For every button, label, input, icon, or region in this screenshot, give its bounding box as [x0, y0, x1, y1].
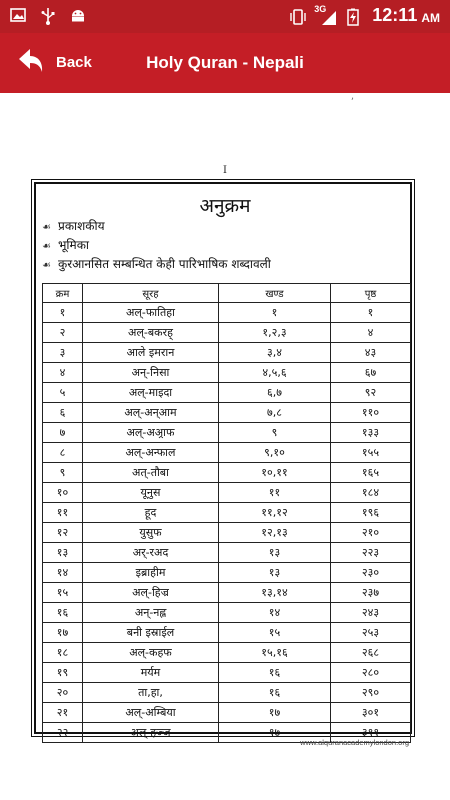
table-cell: ६,७	[219, 383, 331, 403]
table-cell: १३,१४	[219, 583, 331, 603]
table-cell: ३११	[331, 723, 411, 743]
table-cell: २१०	[331, 523, 411, 543]
table-cell: बनी इस्राईल	[83, 623, 219, 643]
table-cell: २१	[43, 703, 83, 723]
scanned-page	[0, 93, 450, 800]
table-cell: अर्-रअद	[83, 543, 219, 563]
table-cell: ११०	[331, 403, 411, 423]
table-row	[43, 383, 411, 403]
table-cell: अन्-नह्ल	[83, 603, 219, 623]
table-cell: १७	[219, 703, 331, 723]
table-row	[43, 323, 411, 343]
bullet-icon: ☙	[42, 222, 51, 233]
table-cell: युसुफ	[83, 523, 219, 543]
table-cell: ९,१०	[219, 443, 331, 463]
table-cell: २२	[43, 723, 83, 743]
table-cell: १९	[43, 663, 83, 683]
table-row	[43, 623, 411, 643]
table-cell: १९६	[331, 503, 411, 523]
table-cell: ४	[331, 323, 411, 343]
page-title: Holy Quran - Nepali	[146, 53, 304, 72]
intro-item: ☙ कुरआनसित सम्बन्धित केही पारिभाषिक शब्दावली	[42, 257, 271, 271]
table-cell: १४	[219, 603, 331, 623]
scan-mark: ,	[350, 91, 354, 102]
table-cell: १,२,३	[219, 323, 331, 343]
table-row	[43, 703, 411, 723]
table-row	[43, 683, 411, 703]
image-icon	[10, 7, 26, 23]
table-row	[43, 483, 411, 503]
bullet-icon: ☙	[42, 260, 51, 271]
table-cell: १८	[43, 643, 83, 663]
table-cell: ३,४	[219, 343, 331, 363]
table-cell: अल्-फातिहा	[83, 303, 219, 323]
table-cell: १३३	[331, 423, 411, 443]
table-cell: २९०	[331, 683, 411, 703]
table-cell: ६७	[331, 363, 411, 383]
table-cell: ४,५,६	[219, 363, 331, 383]
footer-url: www.alquranacademylondon.org	[300, 738, 409, 747]
table-cell: १६	[43, 603, 83, 623]
table-cell: १८४	[331, 483, 411, 503]
intro-item: ☙ भूमिका	[42, 238, 90, 252]
table-cell: इब्राहीम	[83, 563, 219, 583]
table-cell: १६	[219, 683, 331, 703]
table-cell: अल्-माइदा	[83, 383, 219, 403]
table-cell: १३	[219, 563, 331, 583]
table-cell: हूद	[83, 503, 219, 523]
usb-icon	[40, 7, 56, 23]
table-row	[43, 663, 411, 683]
table-cell: ४	[43, 363, 83, 383]
signal-icon	[314, 3, 338, 26]
column-header: खण्ड	[219, 284, 331, 303]
table-row	[43, 583, 411, 603]
table-cell: अन्-निसा	[83, 363, 219, 383]
table-row	[43, 503, 411, 523]
table-cell: अल्-अअ्राफ	[83, 423, 219, 443]
table-cell: १७	[43, 623, 83, 643]
bullet-icon: ☙	[42, 241, 51, 252]
table-cell: अल्-अन्फाल	[83, 443, 219, 463]
table-cell: ३०१	[331, 703, 411, 723]
table-cell: ९	[219, 423, 331, 443]
table-row	[43, 543, 411, 563]
table-cell: १५,१६	[219, 643, 331, 663]
table-row	[43, 463, 411, 483]
table-cell: १	[219, 303, 331, 323]
table-cell: ७	[43, 423, 83, 443]
back-label: Back	[56, 53, 92, 71]
table-cell: १	[331, 303, 411, 323]
table-cell: २६८	[331, 643, 411, 663]
table-cell: २८०	[331, 663, 411, 683]
table-cell: अल्-हज्ज	[83, 723, 219, 743]
table-cell: १०,११	[219, 463, 331, 483]
table-cell: ९	[43, 463, 83, 483]
toc-table	[42, 283, 411, 743]
table-row	[43, 343, 411, 363]
table-cell: ११	[219, 483, 331, 503]
table-cell: अल्-बकरह्	[83, 323, 219, 343]
table-cell: १४	[43, 563, 83, 583]
table-cell: २३०	[331, 563, 411, 583]
table-cell: १३	[43, 543, 83, 563]
table-cell: ११	[43, 503, 83, 523]
table-cell: १५	[43, 583, 83, 603]
table-row	[43, 563, 411, 583]
table-cell: १२,१३	[219, 523, 331, 543]
battery-charging-icon	[347, 8, 363, 24]
table-cell: ९२	[331, 383, 411, 403]
clock-ampm: AM	[421, 10, 440, 25]
status-bar	[0, 0, 450, 33]
table-row	[43, 603, 411, 623]
table-cell: २५३	[331, 623, 411, 643]
table-cell: १३	[219, 543, 331, 563]
table-row	[43, 423, 411, 443]
table-cell: ८	[43, 443, 83, 463]
table-row	[43, 403, 411, 423]
toc-table-body	[43, 303, 411, 743]
table-row	[43, 523, 411, 543]
table-cell: ता,हा,	[83, 683, 219, 703]
table-cell: २४३	[331, 603, 411, 623]
column-header: पृष्ठ	[331, 284, 411, 303]
table-row	[43, 443, 411, 463]
network-type: 3G	[314, 3, 327, 14]
table-row	[43, 303, 411, 323]
table-cell: १	[43, 303, 83, 323]
table-cell: २२३	[331, 543, 411, 563]
table-cell: १७	[219, 723, 331, 743]
table-cell: १५५	[331, 443, 411, 463]
table-cell: ६	[43, 403, 83, 423]
table-cell: ११,१२	[219, 503, 331, 523]
table-cell: १६	[219, 663, 331, 683]
table-cell: १२	[43, 523, 83, 543]
table-cell: २०	[43, 683, 83, 703]
table-cell: अत्-तौबा	[83, 463, 219, 483]
toc-heading: अनुक्रम	[199, 195, 251, 217]
table-cell: अल्-हिज्र	[83, 583, 219, 603]
vibrate-icon	[289, 8, 305, 24]
table-header-row	[43, 284, 411, 303]
page-number: I	[223, 165, 227, 176]
table-cell: १५	[219, 623, 331, 643]
table-cell: अल्-अम्बिया	[83, 703, 219, 723]
table-row	[43, 363, 411, 383]
table-cell: २३७	[331, 583, 411, 603]
column-header: क्रम	[43, 284, 83, 303]
table-cell: मर्यम	[83, 663, 219, 683]
clock-time: 12:11	[372, 5, 418, 25]
table-row	[43, 643, 411, 663]
app-bar	[0, 33, 450, 93]
android-icon	[70, 7, 86, 23]
table-cell: ५	[43, 383, 83, 403]
table-cell: अल्-अन्आम	[83, 403, 219, 423]
table-cell: ३	[43, 343, 83, 363]
table-cell: १०	[43, 483, 83, 503]
table-cell: ७,८	[219, 403, 331, 423]
table-cell: यूनुस	[83, 483, 219, 503]
column-header: सूरह	[83, 284, 219, 303]
intro-item: ☙ प्रकाशकीय	[42, 219, 105, 233]
table-cell: अल्-कहफ	[83, 643, 219, 663]
table-cell: ४३	[331, 343, 411, 363]
table-cell: १६५	[331, 463, 411, 483]
table-cell: २	[43, 323, 83, 343]
table-cell: आले इमरान	[83, 343, 219, 363]
